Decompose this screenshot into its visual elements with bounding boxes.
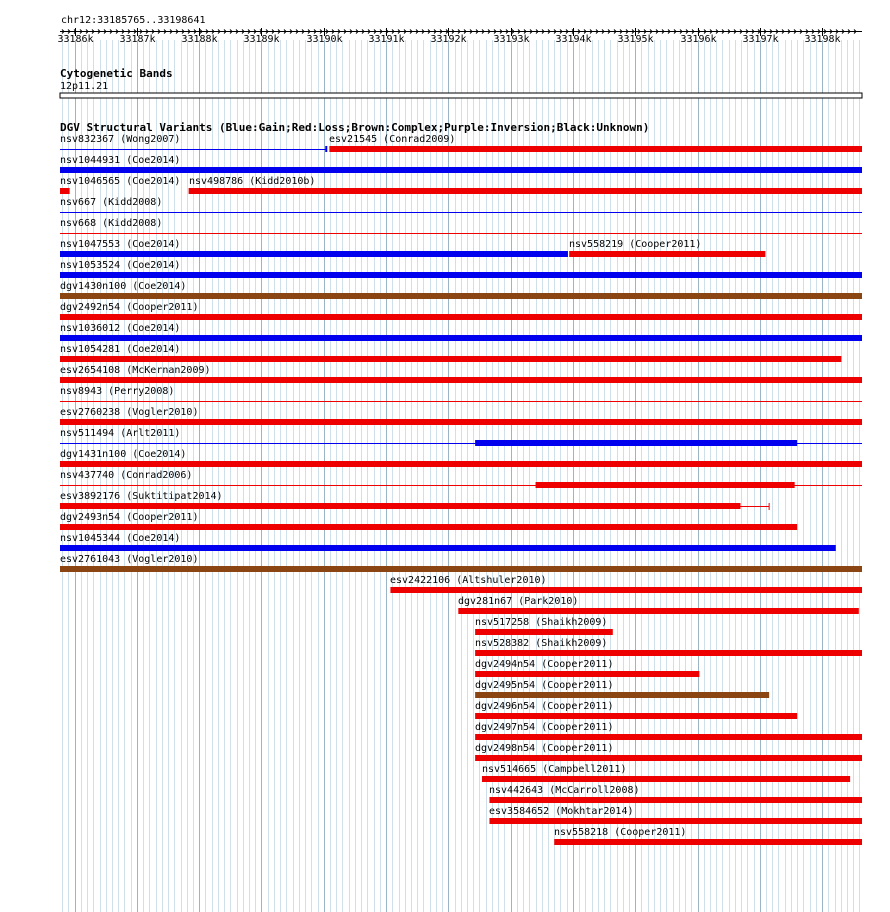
variant-label[interactable]: nsv1046565 (Coe2014) — [60, 176, 181, 187]
variant-label[interactable]: esv2760238 (Vogler2010) — [60, 407, 199, 418]
ruler-tick-label: 33191k — [368, 34, 405, 45]
variant-bar[interactable] — [60, 335, 862, 341]
ruler-tick-label: 33187k — [119, 34, 156, 45]
variant-label[interactable]: esv21545 (Conrad2009) — [329, 134, 456, 145]
variant-bar[interactable] — [475, 734, 862, 740]
variant-label[interactable]: esv2654108 (McKernan2009) — [60, 365, 211, 376]
variant-bar[interactable] — [475, 629, 613, 635]
ruler-tick-label: 33186k — [57, 34, 94, 45]
variant-label[interactable]: nsv1044931 (Coe2014) — [60, 155, 181, 166]
ruler-tick-label: 33192k — [430, 34, 467, 45]
variant-label[interactable]: dgv2494n54 (Cooper2011) — [475, 659, 614, 670]
variant-label[interactable]: nsv1053524 (Coe2014) — [60, 260, 181, 271]
variant-bar[interactable] — [60, 167, 862, 173]
dgv-track-title: DGV Structural Variants (Blue:Gain;Red:Loss;Brown:Complex;Purple:Inversion;Black:Unknown) — [60, 121, 650, 134]
variant-bar[interactable] — [475, 650, 862, 656]
variant-label[interactable]: nsv511494 (Arlt2011) — [60, 428, 181, 439]
variant-label[interactable]: nsv514665 (Campbell2011) — [482, 764, 627, 775]
ruler-tick-label: 33197k — [742, 34, 779, 45]
ruler-tick-label: 33198k — [804, 34, 841, 45]
ruler-tick-label: 33189k — [243, 34, 280, 45]
variant-bar[interactable] — [482, 776, 850, 782]
variant-bar[interactable] — [554, 839, 862, 845]
ruler-tick-label: 33195k — [617, 34, 654, 45]
ruler-tick-label: 33190k — [306, 34, 343, 45]
variant-label[interactable]: dgv2492n54 (Cooper2011) — [60, 302, 199, 313]
variant-bar[interactable] — [489, 797, 862, 803]
variant-bar[interactable] — [60, 314, 862, 320]
variant-label[interactable]: dgv2493n54 (Cooper2011) — [60, 512, 199, 523]
variant-bar[interactable] — [60, 251, 568, 257]
variant-bar[interactable] — [60, 272, 862, 278]
variant-label[interactable]: nsv1045344 (Coe2014) — [60, 533, 181, 544]
variant-bar[interactable] — [475, 713, 797, 719]
variant-bar[interactable] — [60, 503, 740, 509]
variant-bar[interactable] — [60, 293, 862, 299]
variant-label[interactable]: esv2422106 (Altshuler2010) — [390, 575, 547, 586]
variant-label[interactable]: dgv1431n100 (Coe2014) — [60, 449, 187, 460]
variant-bar[interactable] — [458, 608, 859, 614]
ruler-tick-label: 33194k — [555, 34, 592, 45]
variant-bar[interactable] — [489, 818, 862, 824]
variant-bar[interactable] — [536, 482, 795, 488]
variant-label[interactable]: nsv558218 (Cooper2011) — [554, 827, 687, 838]
variant-bar[interactable] — [475, 440, 797, 446]
variant-label[interactable]: nsv1047553 (Coe2014) — [60, 239, 181, 250]
variant-bar[interactable] — [60, 377, 862, 383]
variant-label[interactable]: dgv2495n54 (Cooper2011) — [475, 680, 614, 691]
variant-label[interactable]: dgv1430n100 (Coe2014) — [60, 281, 187, 292]
variant-label[interactable]: dgv281n67 (Park2010) — [458, 596, 579, 607]
cytoband-bar[interactable] — [60, 93, 862, 98]
variant-bar[interactable] — [189, 188, 862, 194]
variant-label[interactable]: nsv8943 (Perry2008) — [60, 386, 175, 397]
ruler-tick-label: 33188k — [181, 34, 218, 45]
variant-bar[interactable] — [60, 545, 836, 551]
variant-label[interactable]: nsv1054281 (Coe2014) — [60, 344, 181, 355]
variant-label[interactable]: nsv517258 (Shaikh2009) — [475, 617, 608, 628]
variant-bar[interactable] — [475, 692, 769, 698]
variant-bar[interactable] — [390, 587, 862, 593]
variant-label[interactable]: dgv2498n54 (Cooper2011) — [475, 743, 614, 754]
variant-label[interactable]: esv2761043 (Vogler2010) — [60, 554, 199, 565]
variant-bar[interactable] — [475, 755, 862, 761]
variant-label[interactable]: dgv2497n54 (Cooper2011) — [475, 722, 614, 733]
variant-label[interactable]: nsv832367 (Wong2007) — [60, 134, 181, 145]
variant-bar[interactable] — [60, 461, 862, 467]
variant-bar[interactable] — [60, 524, 797, 530]
variant-label[interactable]: nsv558219 (Cooper2011) — [569, 239, 702, 250]
variant-label[interactable]: nsv498786 (Kidd2010b) — [189, 176, 316, 187]
variant-bar[interactable] — [569, 251, 765, 257]
variant-bar[interactable] — [475, 671, 699, 677]
variant-label[interactable]: dgv2496n54 (Cooper2011) — [475, 701, 614, 712]
variant-label[interactable]: esv3892176 (Suktitipat2014) — [60, 491, 223, 502]
variant-label[interactable]: esv3584652 (Mokhtar2014) — [489, 806, 634, 817]
ruler-tick-label: 33196k — [680, 34, 717, 45]
ruler-range-label: chr12:33185765..33198641 — [61, 15, 206, 26]
cytoband-track-title: Cytogenetic Bands — [60, 67, 173, 80]
variant-label[interactable]: nsv437740 (Conrad2006) — [60, 470, 193, 481]
variant-label[interactable]: nsv528382 (Shaikh2009) — [475, 638, 608, 649]
variant-bar[interactable] — [60, 419, 862, 425]
variant-label[interactable]: nsv1036012 (Coe2014) — [60, 323, 181, 334]
variant-bar[interactable] — [329, 146, 862, 152]
variant-label[interactable]: nsv442643 (McCarroll2008) — [489, 785, 640, 796]
ruler-tick-label: 33193k — [493, 34, 530, 45]
variant-bar[interactable] — [60, 188, 70, 194]
variant-bar[interactable] — [60, 356, 841, 362]
variant-label[interactable]: nsv667 (Kidd2008) — [60, 197, 163, 208]
variant-bar[interactable] — [60, 566, 862, 572]
variant-label[interactable]: nsv668 (Kidd2008) — [60, 218, 163, 229]
cytoband-label[interactable]: 12p11.21 — [60, 81, 109, 92]
